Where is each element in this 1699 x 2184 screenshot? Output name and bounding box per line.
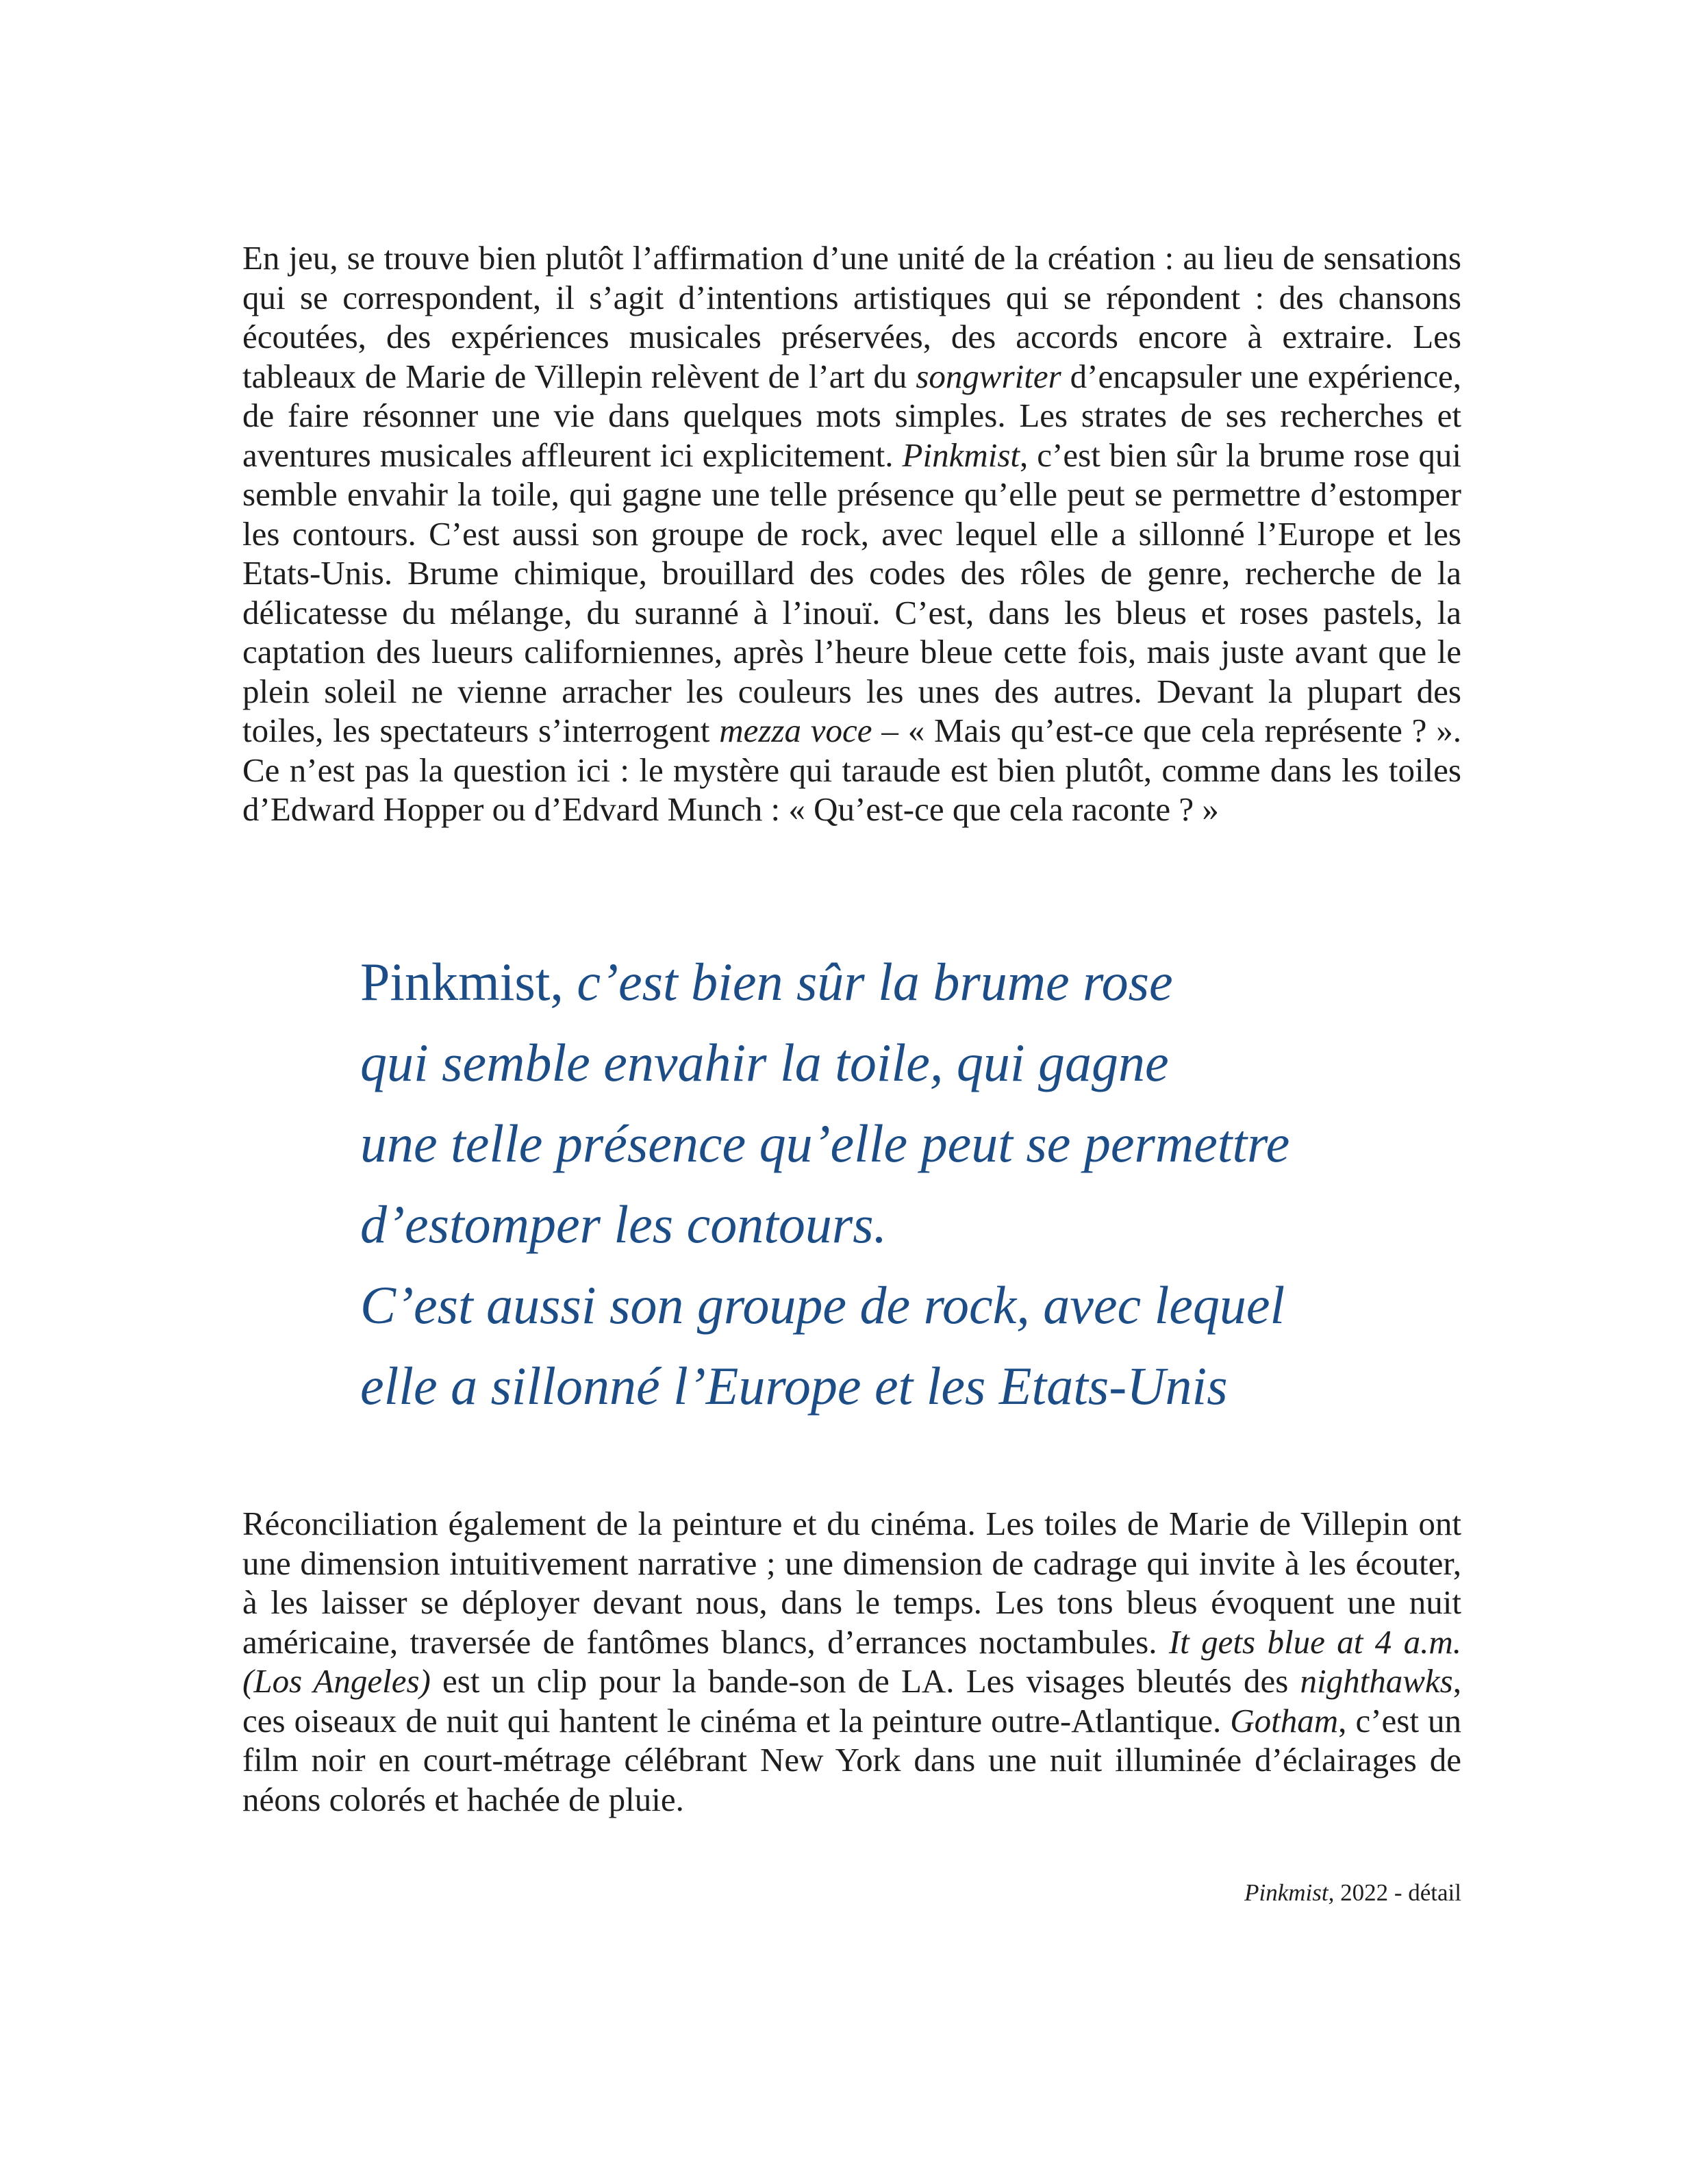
italic-title-it-gets-blue: It gets blue at 4 a.m. (Los Angeles) [242,1622,1461,1700]
italic-term-mezza-voce: mezza voce [719,712,872,749]
image-caption [1244,1878,1461,1908]
italic-title-pinkmist: Pinkmist [902,436,1020,474]
italic-term-songwriter: songwriter [916,357,1061,395]
italic-term-nighthawks: nighthawks [1300,1662,1453,1700]
text-run: est un clip pour la bande-son de LA. Les visages bleutés des [430,1662,1300,1700]
text-run: , c’est un film noir en court-métrage célébrant New York dans une nuit illuminée d’éclairages de néons colorés et hachée de pluie. [242,1701,1462,1818]
pull-quote-line-3: une telle présence qu’elle peut se permettre [360,1114,1290,1173]
text-run: Réconciliation également de la peinture et du cinéma. Les toiles de Marie de Villepin ont une dimension intuitivement narrative ; une dimension de cadrage qui invite à les écouter, à les laisser se déployer devant nous, dans le temps. Les tons bleus évoquent une nuit américaine, traversée de fantômes blancs, d’errances noctambules. [242,1505,1461,1661]
pull-quote-text: c’est bien sûr la brume rose [563,952,1173,1012]
pull-quote-line-2: qui semble envahir la toile, qui gagne [360,1033,1169,1092]
pull-quote-line-6: elle a sillonné l’Europe et les Etats-Unis [360,1356,1228,1416]
text-run: , c’est bien sûr la brume rose qui semble envahir la toile, qui gagne une telle présence qu’elle peut se permettre d’estomper les contours. C’est aussi son groupe de rock, avec lequel elle a sillonné l’Europe et les Etats-Unis. Brume chimique, brouillard des codes des rôles de genre, recherche de la délicatesse du mélange, du suranné à l’inouï. C’est, dans les bleus et roses pastels, la captation des lueurs californiennes, après l’heure bleue cette fois, mais juste avant que le plein soleil ne vienne arracher les couleurs les unes des autres. Devant la plupart des toiles, les spectateurs s’interrogent [242,436,1461,749]
caption-details: 2022 - détail [1334,1879,1461,1906]
text-run: – « Mais qu’est-ce que cela représente ? ». Ce n’est pas la question ici : le mystère qui taraude est bien plutôt, comme dans les toiles d’Edward Hopper ou d’Edvard Munch : « Qu’est-ce que cela raconte ? » [242,712,1461,828]
pull-quote-title: Pinkmist, [360,952,564,1012]
body-paragraph-2 [242,1504,1461,1819]
body-paragraph-1 [242,238,1461,829]
pull-quote-line-5: C’est aussi son groupe de rock, avec lequel [360,1275,1285,1335]
caption-title: Pinkmist, [1244,1879,1335,1906]
text-run: d’encapsuler une expérience, de faire résonner une vie dans quelques mots simples. Les strates de ses recherches et aventures musicales affleurent ici explicitement. [242,357,1461,474]
text-run: En jeu, se trouve bien plutôt l’affirmation d’une unité de la création : au lieu de sensations qui se correspondent, il s’agit d’intentions artistiques qui se répondent : des chansons écoutées, des expériences musicales préservées, des accords encore à extraire. Les tableaux de Marie de Villepin relèvent de l’art du [242,239,1461,395]
text-run: , ces oiseaux de nuit qui hantent le cinéma et la peinture outre-Atlantique. [242,1662,1461,1740]
pull-quote-line-1 [360,942,1524,1022]
pull-quote-line-4: d’estomper les contours. [360,1194,888,1254]
italic-title-gotham: Gotham [1230,1701,1339,1740]
pull-quote [360,942,1524,1427]
